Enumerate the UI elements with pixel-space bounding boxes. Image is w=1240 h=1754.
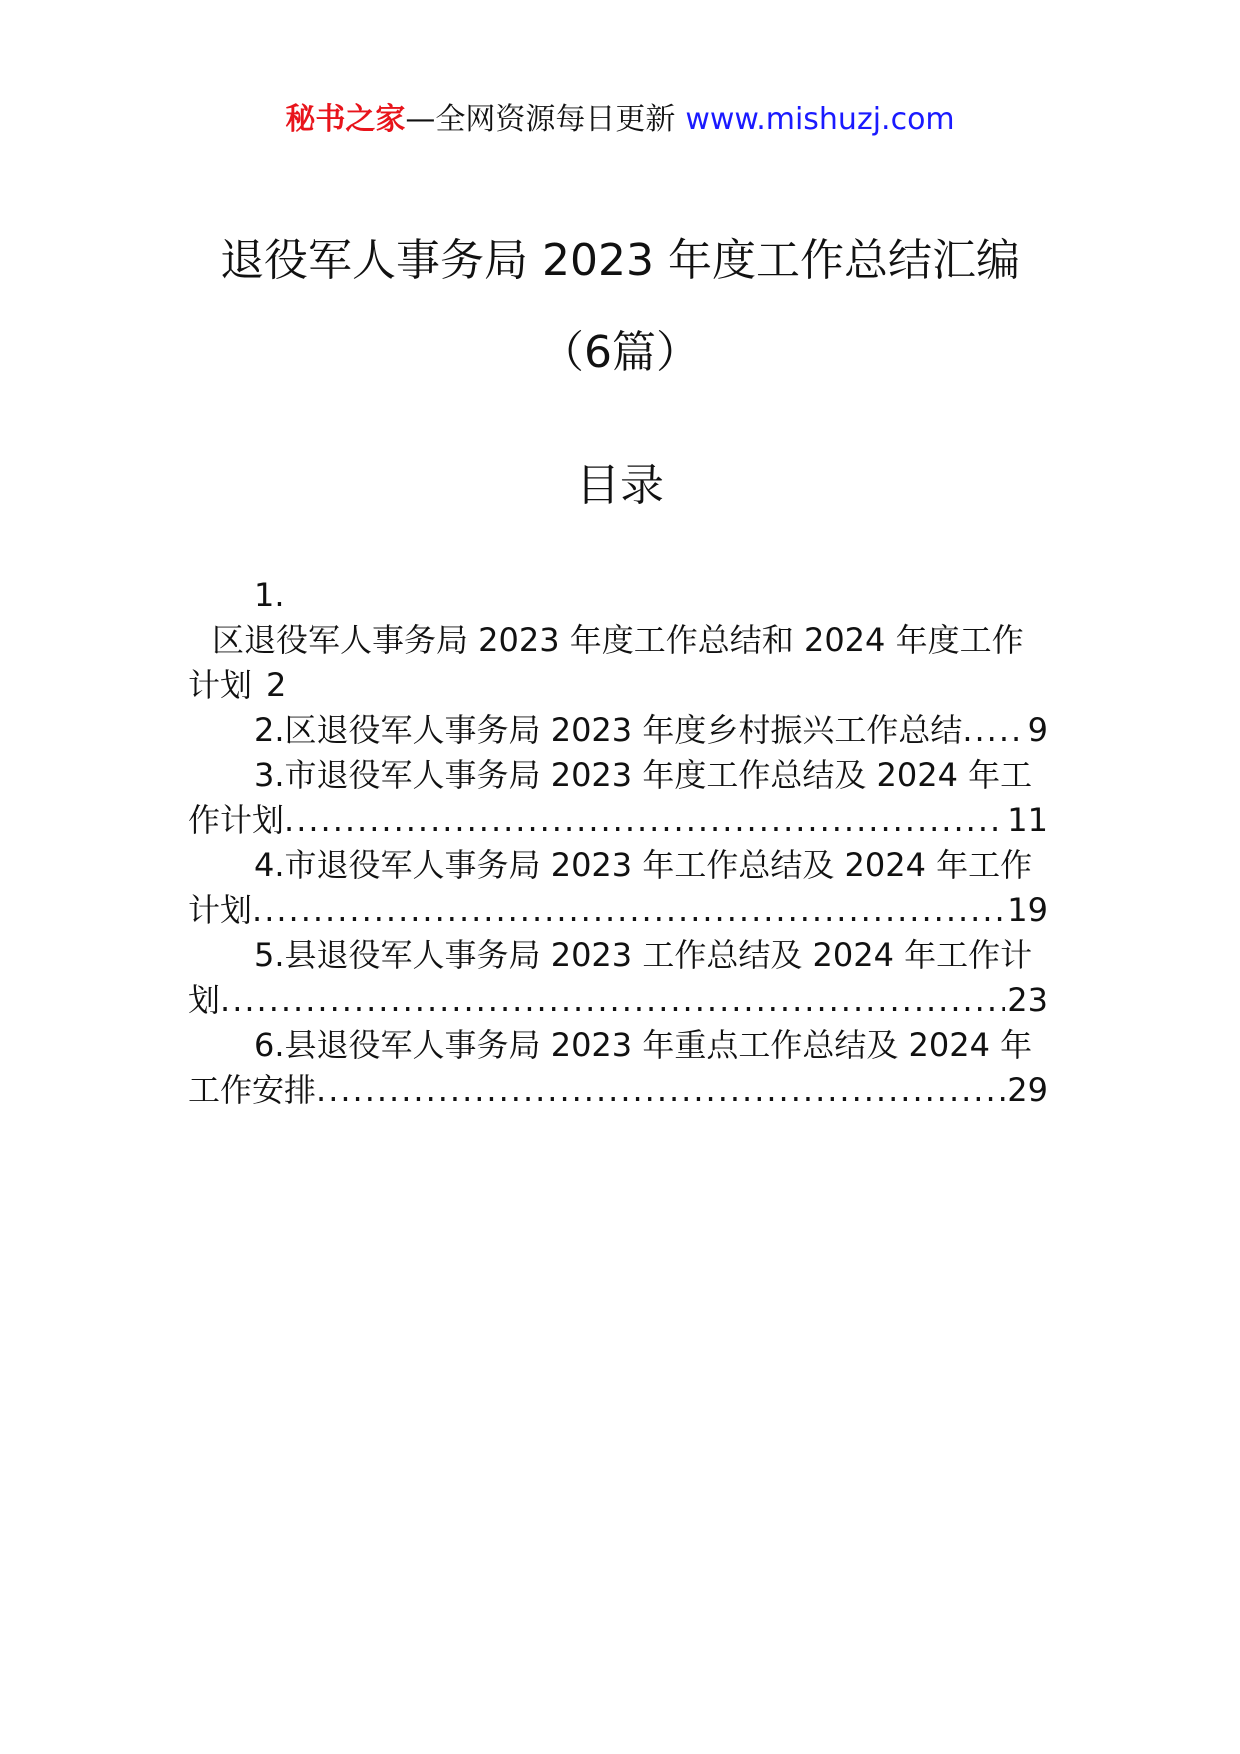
toc-entry-1-title-line1: 区退役军人事务局 2023 年度工作总结和 2024 年度工作 [212, 621, 1024, 659]
document-subtitle-count: （6篇） [540, 327, 700, 378]
toc-entry-4-leader [252, 888, 1005, 933]
toc-entry-4-page: 19 [1007, 891, 1048, 929]
site-header [0, 100, 1240, 140]
toc-entry-5-line2-row[interactable] [188, 978, 1048, 1023]
toc-entry-4-title-line1: 4.市退役军人事务局 2023 年工作总结及 2024 年工作 [254, 846, 1033, 884]
header-tagline: —全网资源每日更新 [405, 102, 676, 137]
toc-entry-5-title-line2: 划 [188, 981, 221, 1019]
toc-entry-3-title-line1: 3.市退役军人事务局 2023 年度工作总结及 2024 年工 [254, 756, 1033, 794]
toc-entry-3-line1-row[interactable] [188, 753, 1048, 798]
toc-entry-1-page: 2 [266, 666, 287, 704]
document-title: 退役军人事务局 2023 年度工作总结汇编 [220, 235, 1020, 286]
toc-entry-2-page: 9 [1027, 711, 1048, 749]
toc-entry-2-leader [962, 708, 1025, 753]
toc-entry-6-leader [316, 1068, 1005, 1113]
toc-entry-1-number-row[interactable] [188, 573, 1048, 618]
toc-entry-6-title-line2: 工作安排 [188, 1071, 317, 1109]
toc-entry-4-line2-row[interactable] [188, 888, 1048, 933]
toc-entry-1-line1-row[interactable] [188, 618, 1048, 663]
toc-entry-5-title-line1: 5.县退役军人事务局 2023 工作总结及 2024 年工作计 [254, 936, 1033, 974]
toc-entry-3-line2-row[interactable] [188, 798, 1048, 843]
toc-entry-1-line2-row[interactable] [188, 663, 1048, 708]
toc-entry-3-page: 11 [1007, 801, 1048, 839]
toc-heading: 目录 [576, 460, 664, 511]
toc-entry-6-title-line1: 6.县退役军人事务局 2023 年重点工作总结及 2024 年 [254, 1026, 1033, 1064]
toc-entry-3-leader [284, 798, 1005, 843]
toc-entry-5-line1-row[interactable] [188, 933, 1048, 978]
toc-entry-2-row[interactable] [188, 708, 1048, 753]
toc-entry-4-line1-row[interactable] [188, 843, 1048, 888]
toc-entry-5-page: 23 [1007, 981, 1048, 1019]
toc-entry-6-line1-row[interactable] [188, 1023, 1048, 1068]
site-url-link[interactable]: www.mishuzj.com [685, 102, 955, 137]
brand-name: 秘书之家 [285, 102, 406, 137]
toc-entry-2-title: 2.区退役军人事务局 2023 年度乡村振兴工作总结 [254, 711, 963, 749]
toc-entry-6-line2-row[interactable] [188, 1068, 1048, 1113]
toc-entry-6-page: 29 [1007, 1071, 1048, 1109]
toc-entry-1-title-line2: 计划 [188, 666, 253, 704]
toc-entry-1-number: 1. [254, 576, 285, 614]
toc-entry-5-leader [220, 978, 1005, 1023]
table-of-contents [188, 573, 1048, 1113]
toc-entry-4-title-line2: 计划 [188, 891, 253, 929]
toc-entry-3-title-line2: 作计划 [188, 801, 285, 839]
